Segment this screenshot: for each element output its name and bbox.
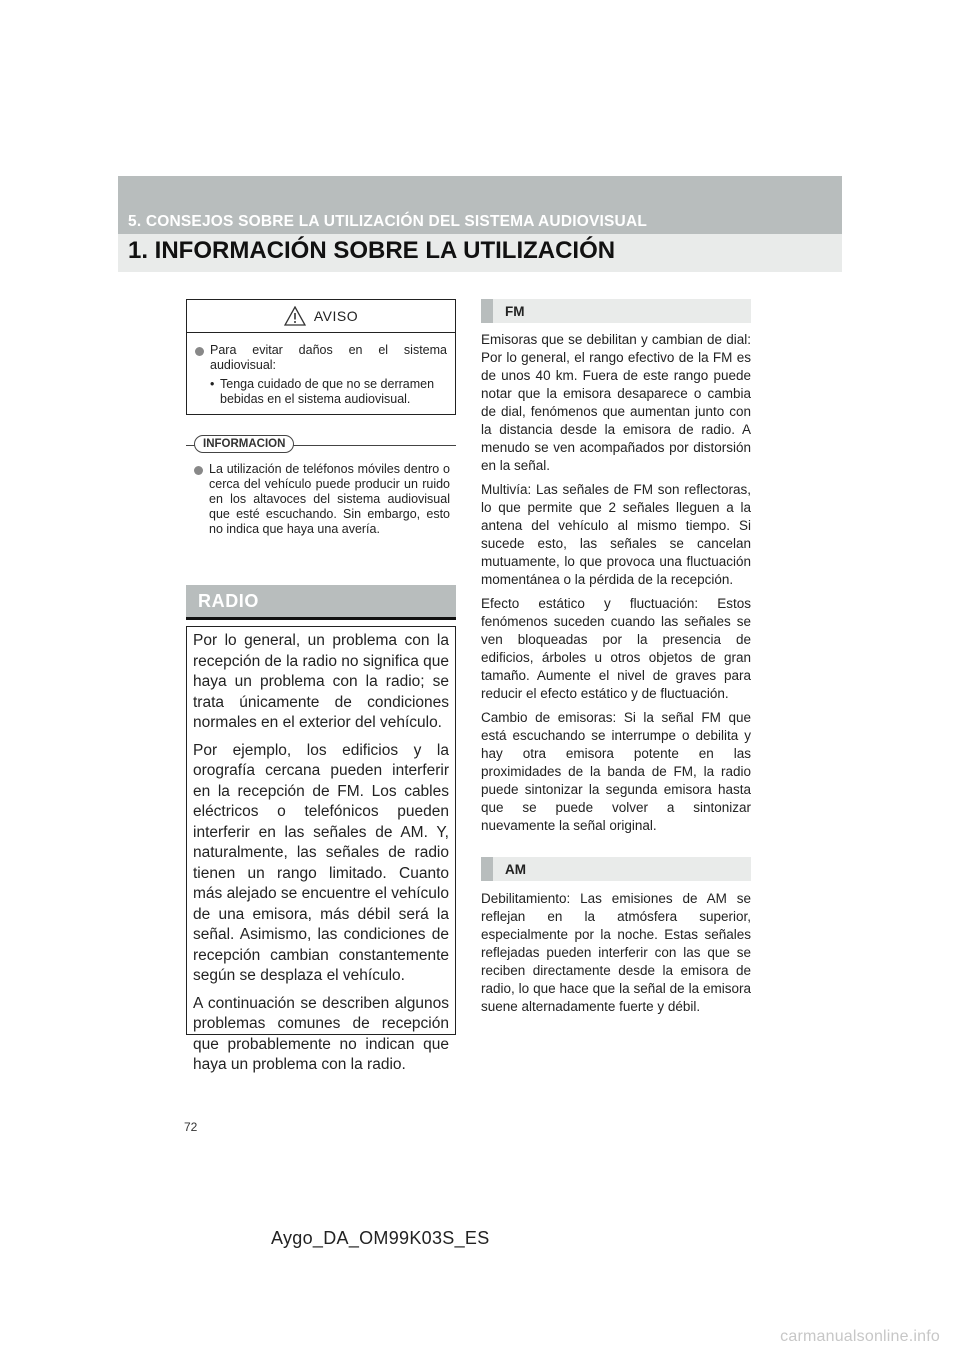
section-title: 5. CONSEJOS SOBRE LA UTILIZACIÓN DEL SISTEMA AUDIOVISUAL — [128, 213, 648, 230]
radio-title: RADIO — [198, 590, 259, 611]
aviso-header — [187, 300, 455, 333]
informacion-bullet — [194, 462, 450, 537]
fm-paragraph: Cambio de emisoras: Si la señal FM que está escuchando se interrumpe o debilita y hay otra emisora potente en las proximidades de la banda de FM, la radio puede sintonizar la segunda emisora hasta que se puede volver a sintonizar nuevamente la señal original. — [481, 710, 751, 833]
am-title: AM — [505, 861, 526, 877]
radio-paragraph: Por lo general, un problema con la recepción de la radio no significa que haya un problema con la radio; se trata únicamente de condiciones normales en el exterior del vehículo. — [193, 632, 449, 731]
bullet-dot-icon — [195, 347, 204, 356]
radio-paragraph: Por ejemplo, los edificios y la orografía cercana pueden interferir en la recepción de FM. Los cables eléctricos o telefónicos pueden interferir en las señales de AM. Y, naturalmente, las señales de radio tienen un rango limitado. Cuanto más alejado se encuentre el vehículo de una emisora, más débil será la señal. Asimismo, las condiciones de recepción cambian constantemente según se desplaza el vehículo. — [193, 741, 449, 984]
aviso-sub-bullet-text: Tenga cuidado de que no se derramen bebidas en el sistema audiovisual. — [220, 377, 435, 406]
chapter-title: 1. INFORMACIÓN SOBRE LA UTILIZACIÓN — [128, 237, 616, 264]
radio-box — [186, 626, 456, 1073]
bullet-dot-icon — [194, 466, 203, 475]
radio-paragraph: A continuación se describen algunos problemas comunes de recepción que probablemente no indican que haya un problema con la radio. — [193, 994, 449, 1073]
fm-text — [481, 331, 751, 841]
sub-bullet-mark: • — [210, 377, 215, 391]
warning-triangle-icon — [284, 306, 306, 326]
am-text — [481, 890, 751, 1022]
fm-title: FM — [505, 303, 525, 319]
aviso-body — [187, 333, 455, 407]
watermark: carmanualsonline.info — [780, 1328, 940, 1345]
fm-heading — [481, 299, 751, 323]
informacion-body — [194, 462, 450, 537]
am-paragraph: Debilitamiento: Las emisiones de AM se reflejan en la atmósfera superior, especialmente por la noche. Estas señales reflejadas pueden interferir con las que se reciben directamente desde la emisora de radio, lo que hace que la señal de la emisora suene alternadamente fuerte y débil. — [481, 891, 751, 1014]
am-heading — [481, 857, 751, 881]
aviso-bullet — [195, 343, 447, 373]
aviso-sub-bullet — [210, 377, 447, 407]
document-code: Aygo_DA_OM99K03S_ES — [271, 1228, 490, 1248]
page-number: 72 — [184, 1120, 198, 1134]
fm-paragraph: Emisoras que se debilitan y cambian de dial: Por lo general, el rango efectivo de la FM es de unos 40 km. Fuera de este rango puede notar que la emisora desaparece o cambia de dial, fenómenos que aumentan junto con la distancia desde la emisora de radio. A menudo se ven acompañados por distorsión en la señal. — [481, 332, 751, 473]
fm-paragraph: Efecto estático y fluctuación: Estos fenómenos suceden cuando las señales se ven bloqueadas por la presencia de edificios, árboles u otros objetos de gran tamaño. Aumente el nivel de graves para reducir el efecto estático y de fluctuación. — [481, 596, 751, 701]
aviso-bullet-text: Para evitar daños en el sistema audiovisual: — [210, 343, 447, 372]
aviso-box — [186, 299, 456, 415]
radio-heading — [186, 585, 456, 620]
informacion-label: INFORMACION — [194, 435, 294, 453]
informacion-bullet-text: La utilización de teléfonos móviles dentro o cerca del vehículo puede producir un ruido en los altavoces del sistema audiovisual que esté escuchando. Sin embargo, esto no indica que haya una avería. — [209, 462, 450, 536]
aviso-title: AVISO — [313, 308, 359, 324]
fm-paragraph: Multivía: Las señales de FM son reflectoras, lo que permite que 2 señales lleguen a la antena del vehículo al mismo tiempo. Si sucede esto, las señales se cancelan mutuamente, lo que provoca una fluctuación momentánea o la pérdida de la recepción. — [481, 482, 751, 587]
